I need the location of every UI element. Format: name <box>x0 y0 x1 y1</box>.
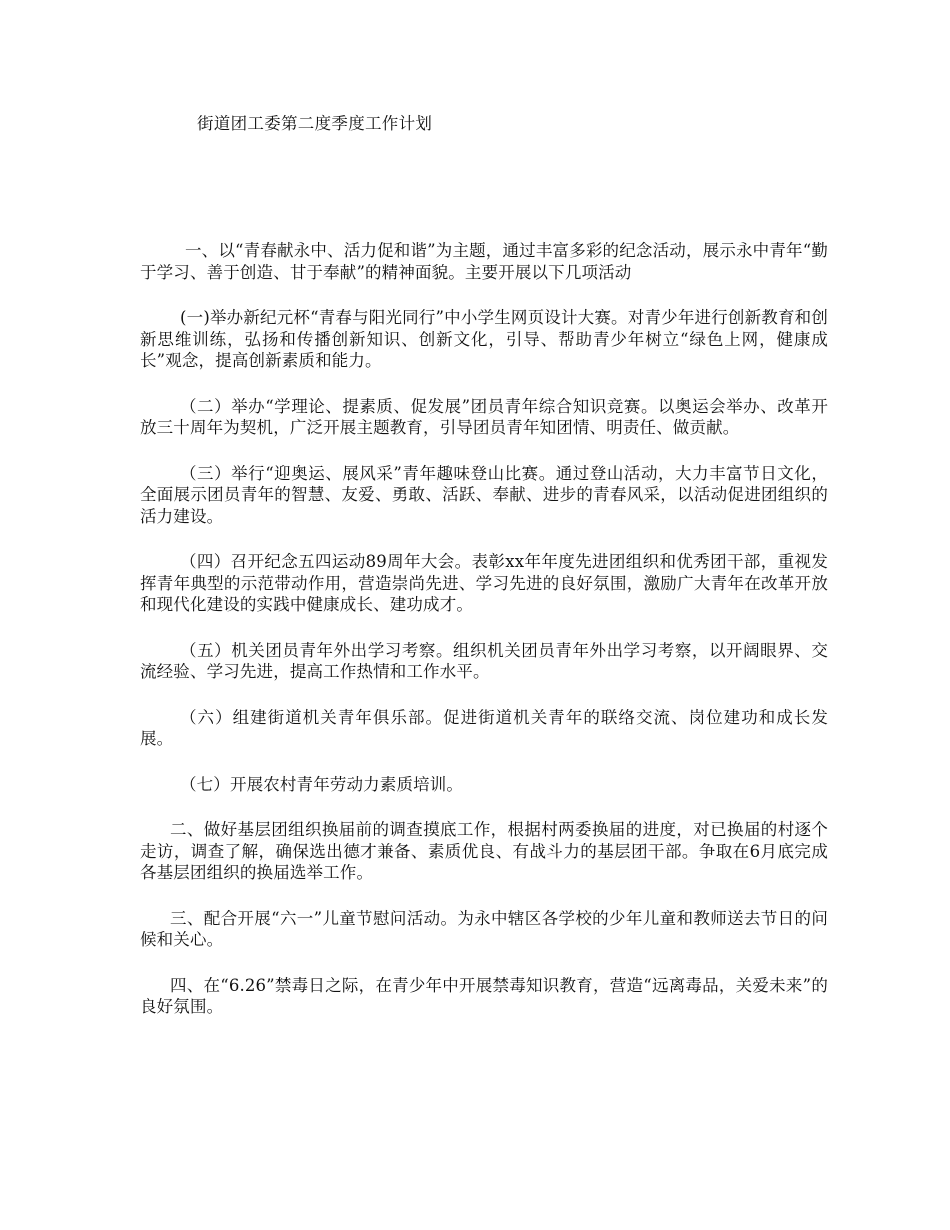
paragraph-item-1: (一)举办新纪元杯“青春与阳光同行”中小学生网页设计大赛。对青少年进行创新教育和创新思维训练，弘扬和传播创新知识、创新文化，引导、帮助青少年树立“绿色上网，健康成长”观念，提高创新素质和能力。 <box>140 308 828 370</box>
paragraph-item-4: （四）召开纪念五四运动89周年大会。表彰xx年年度先进团组织和优秀团干部，重视发挥青年典型的示范带动作用，营造崇尚先进、学习先进的良好氛围，激励广大青年在改革开放和现代化建设的实践中健康成长、建功成才。 <box>140 552 828 614</box>
document-title: 街道团工委第二度季度工作计划 <box>197 114 433 133</box>
paragraph-section-1: 一、以“青春献永中、活力促和谐”为主题，通过丰富多彩的纪念活动，展示永中青年“勤于学习、善于创造、甘于奉献”的精神面貌。主要开展以下几项活动 <box>140 241 828 282</box>
paragraph-section-2: 二、做好基层团组织换届前的调查摸底工作，根据村两委换届的进度，对已换届的村逐个走访，调查了解，确保选出德才兼备、素质优良、有战斗力的基层团干部。争取在6月底完成各基层团组织的换届选举工作。 <box>140 820 828 882</box>
paragraph-item-6: （六）组建街道机关青年俱乐部。促进街道机关青年的联络交流、岗位建功和成长发展。 <box>140 707 828 748</box>
paragraph-item-2: （二）举办“学理论、提素质、促发展”团员青年综合知识竞赛。以奥运会举办、改革开放三十周年为契机，广泛开展主题教育，引导团员青年知团情、明责任、做贡献。 <box>140 396 828 437</box>
paragraph-section-4: 四、在“6.26”禁毒日之际，在青少年中开展禁毒知识教育，营造“远离毒品，关爱未来”的良好氛围。 <box>140 975 828 1016</box>
paragraph-item-5: （五）机关团员青年外出学习考察。组织机关团员青年外出学习考察，以开阔眼界、交流经验、学习先进，提高工作热情和工作水平。 <box>140 640 828 681</box>
paragraph-item-3: （三）举行“迎奥运、展风采”青年趣味登山比赛。通过登山活动，大力丰富节日文化，全面展示团员青年的智慧、友爱、勇敢、活跃、奉献、进步的青春风采，以活动促进团组织的活力建设。 <box>140 463 828 526</box>
document-body <box>140 240 828 1042</box>
paragraph-item-7: （七）开展农村青年劳动力素质培训。 <box>180 774 464 794</box>
paragraph-section-3: 三、配合开展“六一”儿童节慰问活动。为永中辖区各学校的少年儿童和教师送去节日的问候和关心。 <box>140 908 828 949</box>
